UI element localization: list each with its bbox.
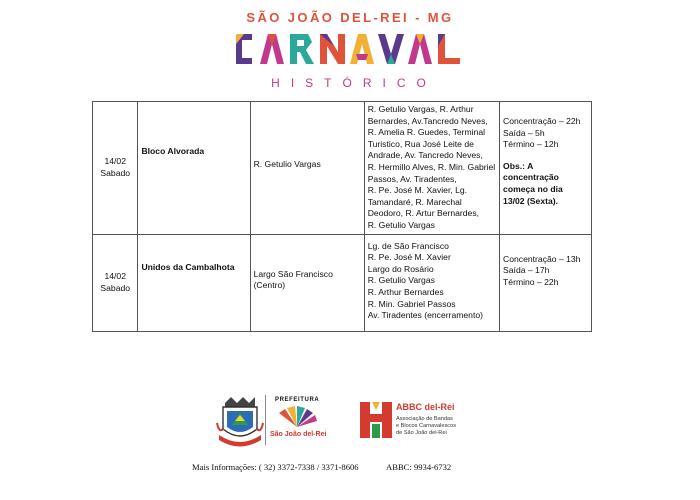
route-line: R. Getulio Vargas xyxy=(367,219,435,230)
date-text: 14/02 xyxy=(104,270,126,281)
date-cell xyxy=(93,102,138,235)
prefeitura-logo xyxy=(215,393,327,449)
table-row xyxy=(93,102,592,235)
route-line: Bernardes, Av.Tancredo Neves, xyxy=(367,115,488,126)
times-cell xyxy=(500,102,592,235)
departure-time: Saída – 5h xyxy=(503,127,545,138)
concentration-text: (Centro) xyxy=(253,280,286,291)
concentration-cell xyxy=(250,102,364,235)
logo-letter-l xyxy=(438,34,460,64)
table-row xyxy=(93,234,592,331)
obs-line: 13/02 (Sexta). xyxy=(503,195,558,206)
abbc-sub-line: de São João del-Rei xyxy=(396,430,447,436)
name-cell xyxy=(138,234,250,331)
abbc-title: ABBC del-Rei xyxy=(396,402,455,412)
header-city-text: SÃO JOÃO DEL-REI - MG xyxy=(246,10,454,25)
route-line: Av. Tiradentes (encerramento) xyxy=(367,310,483,321)
concentration-time: Concentração – 22h xyxy=(503,116,581,126)
concentration-text: R. Getulio Vargas xyxy=(253,159,321,169)
end-time: Término – 22h xyxy=(503,276,559,287)
abbc-phone: ABBC: 9934-6732 xyxy=(386,462,452,472)
date-text: 14/02 xyxy=(104,156,126,167)
prefeitura-city: São João del-Rei xyxy=(270,431,327,438)
route-line: Turistico, Rua José Leite de xyxy=(367,138,474,149)
concentration-text: Largo São Francisco xyxy=(253,268,333,279)
logo-letter-a3 xyxy=(408,34,432,64)
schedule-table xyxy=(92,101,592,332)
abbc-logo xyxy=(358,398,478,446)
route-line: R. Pe. José M. Xavier, Lg. xyxy=(367,185,468,196)
obs-line: Obs.: A xyxy=(503,160,534,171)
route-line: Lg. de São Francisco xyxy=(367,240,449,251)
route-line: Andrade, Av. Tancredo Neves, xyxy=(367,150,483,161)
concentration-cell xyxy=(250,234,364,331)
colorful-fan-icon xyxy=(275,405,319,429)
logo-letter-n xyxy=(320,34,345,64)
end-time: Término – 12h xyxy=(503,139,559,150)
prefeitura-label: PREFEITURA xyxy=(275,397,320,403)
logo-letter-a2 xyxy=(350,34,374,64)
route-line: R. Pe. José M. Xavier xyxy=(367,252,451,263)
route-line: R. Min. Gabriel Passos xyxy=(367,298,456,309)
abbc-sub-line: e Blocos Carnavalescos xyxy=(396,423,457,429)
logo-letter-v xyxy=(378,34,404,64)
date-cell xyxy=(93,234,138,331)
route-line: Deodoro, R. Artur Bernardes, xyxy=(367,208,479,219)
route-cell xyxy=(364,234,499,331)
bloco-name: Bloco Alvorada xyxy=(141,146,205,156)
route-line: R. Getulio Vargas xyxy=(367,275,435,286)
route-cell xyxy=(364,102,499,235)
logo-letter-r xyxy=(290,34,314,64)
header-subtitle: HISTÓRICO xyxy=(271,76,437,90)
header xyxy=(0,0,700,96)
logo-divider xyxy=(265,395,266,445)
abbc-sub-line: Associação de Bandas xyxy=(396,416,453,422)
carnaval-logo xyxy=(228,24,472,74)
bloco-name: Unidos da Cambalhota xyxy=(141,261,235,272)
route-line: Passos, Av. Tiradentes, xyxy=(367,173,457,184)
route-line: R. Hermillo Alves, R. Min. Gabriel xyxy=(367,161,496,172)
concentration-time: Concentração – 13h xyxy=(503,253,581,264)
logo-letter-a1 xyxy=(260,34,284,64)
departure-time: Saída – 17h xyxy=(503,265,550,276)
obs-line: concentração xyxy=(503,172,559,183)
day-text: Sabado xyxy=(100,167,131,178)
day-text: Sabado xyxy=(100,282,131,293)
route-line: R. Arthur Bernardes xyxy=(367,286,444,297)
contact-info: Mais Informações: ( 32) 3372-7338 / 3371-8606 xyxy=(192,462,359,472)
logo-letter-c xyxy=(236,34,252,64)
name-cell xyxy=(138,102,250,235)
route-line: R. Amelia R. Guedes, Terminal xyxy=(367,127,486,138)
times-cell xyxy=(500,234,592,331)
abbc-mark-icon xyxy=(358,398,394,442)
city-coat-of-arms-icon xyxy=(215,393,265,449)
route-line: Largo do Rosário xyxy=(367,263,434,274)
observation-note xyxy=(503,161,588,207)
obs-line: começa no dia xyxy=(503,183,563,194)
route-line: Tamandaré, R. Marechal xyxy=(367,196,462,207)
route-line: R. Getulio Vargas, R. Arthur xyxy=(367,104,474,114)
